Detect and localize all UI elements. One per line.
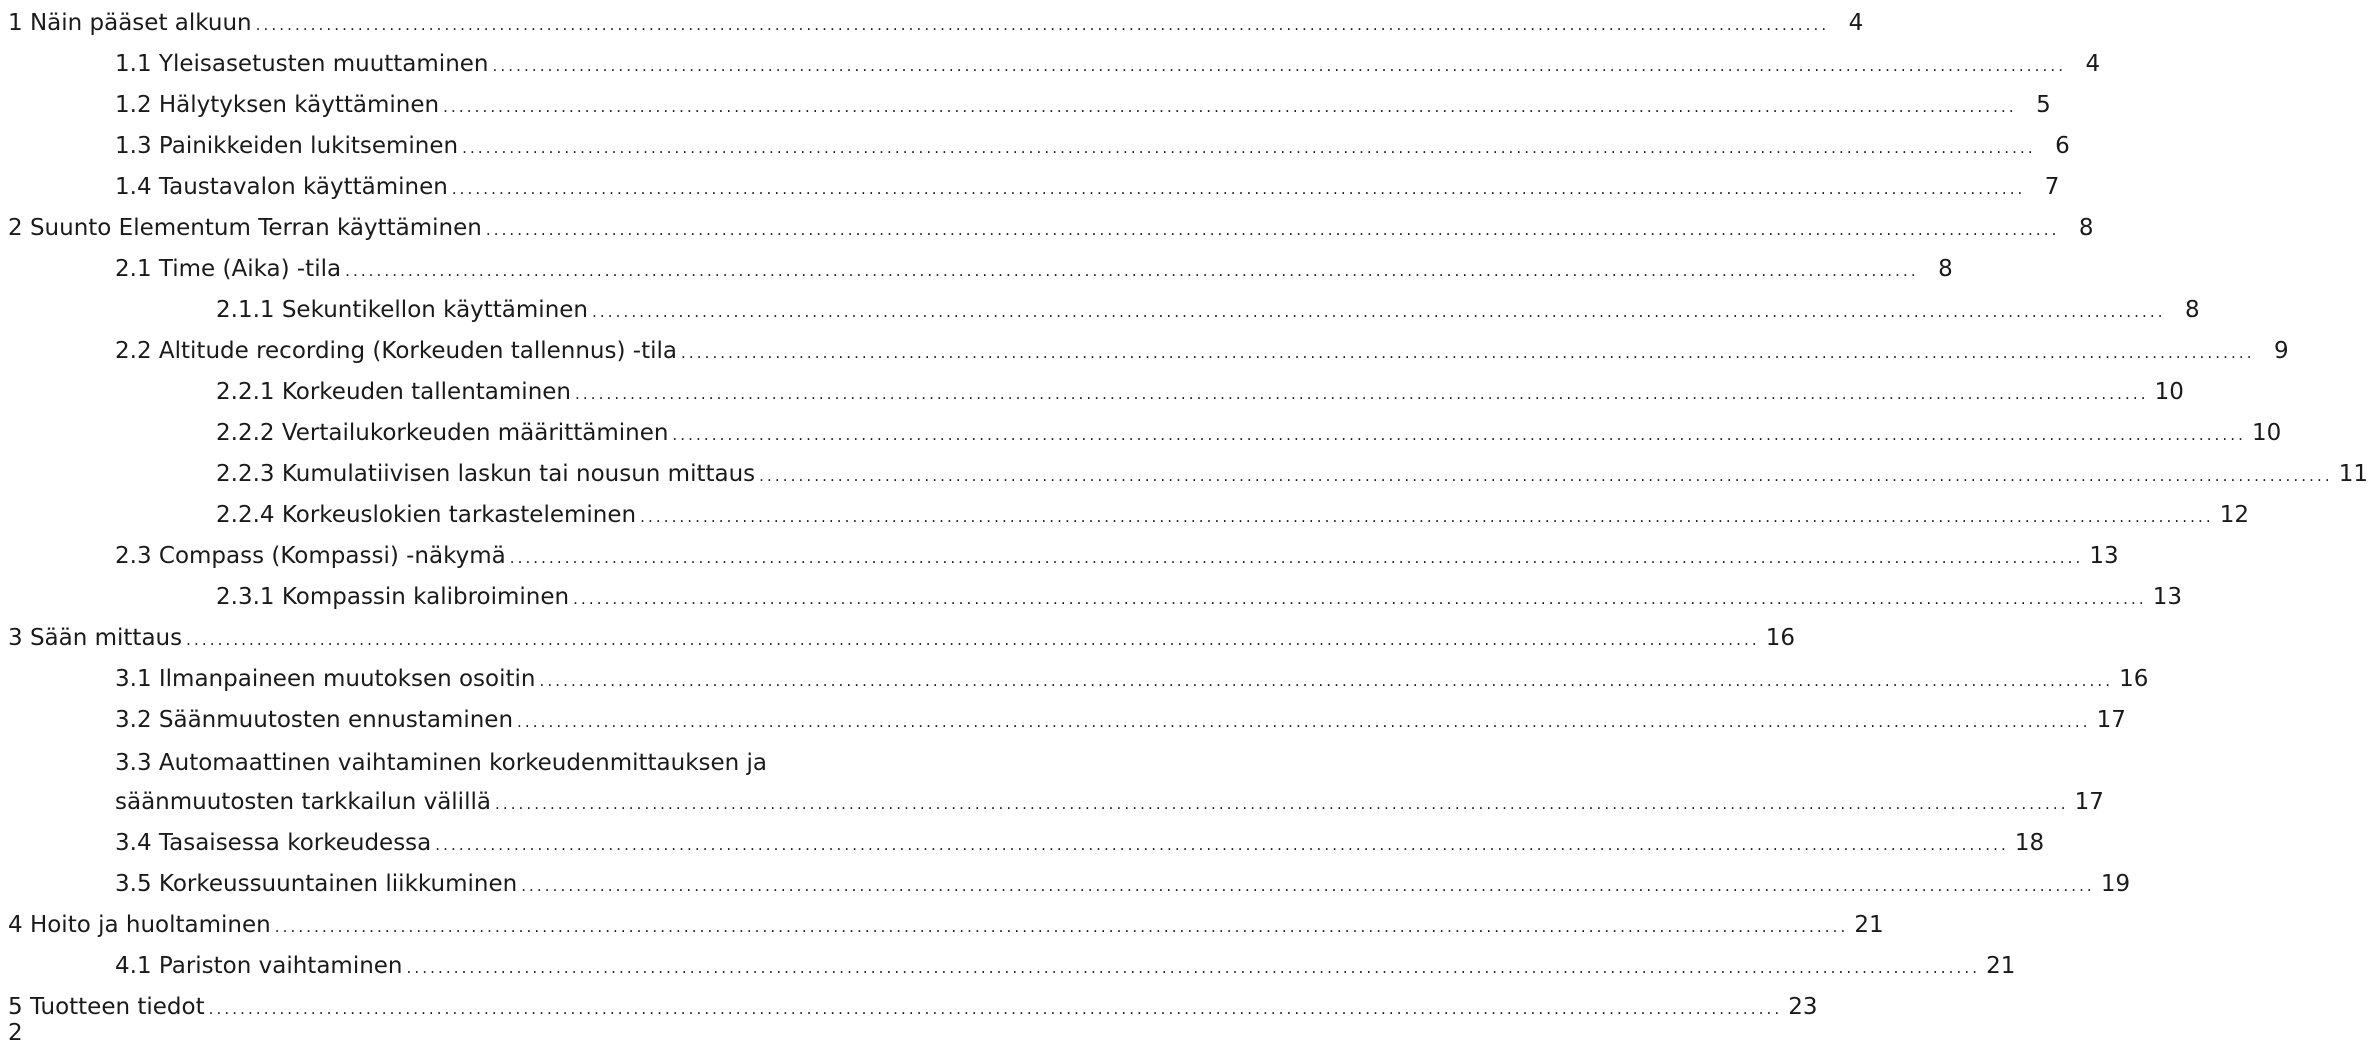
toc-entry[interactable] bbox=[8, 696, 2126, 737]
toc-entry-title: 2.1.1 Sekuntikellon käyttäminen bbox=[216, 297, 588, 323]
toc-entry-page: 19 bbox=[2100, 871, 2131, 897]
toc-entry[interactable] bbox=[8, 901, 1884, 942]
toc-entry[interactable] bbox=[8, 614, 1796, 655]
toc-entry[interactable] bbox=[8, 450, 2368, 491]
toc-entry-title: 2 Suunto Elementum Terran käyttäminen bbox=[8, 215, 482, 241]
toc-entry-page: 4 bbox=[2085, 51, 2101, 77]
toc-entry[interactable] bbox=[8, 81, 2051, 122]
toc-entry[interactable] bbox=[8, 286, 2200, 327]
toc-entry-page: 5 bbox=[2036, 92, 2051, 118]
toc-entry-page: 11 bbox=[2338, 461, 2368, 487]
toc-entry-page: 16 bbox=[1765, 625, 1796, 651]
toc-entry[interactable] bbox=[8, 409, 2282, 450]
toc-entry[interactable] bbox=[8, 204, 2094, 245]
toc-dot-leader: ........................................................................................................................................................................................................ bbox=[406, 959, 1981, 977]
toc-entry-page: 8 bbox=[1938, 256, 1953, 282]
toc-dot-leader: ........................................................................................................................................................................................................ bbox=[345, 262, 1919, 280]
toc-entry-page: 7 bbox=[2044, 174, 2060, 200]
toc-entry[interactable] bbox=[8, 122, 2070, 163]
toc-dot-leader: ........................................................................................................................................................................................................ bbox=[208, 1000, 1783, 1018]
toc-entry-page: 16 bbox=[2119, 666, 2149, 692]
toc-entry-page: 10 bbox=[2252, 420, 2282, 446]
toc-entry-page: 13 bbox=[2089, 543, 2119, 569]
toc-dot-leader: ........................................................................................................................................................................................................ bbox=[509, 549, 2084, 567]
toc-entry-title: 2.2.4 Korkeuslokien tarkasteleminen bbox=[216, 502, 637, 528]
toc-entry-page: 8 bbox=[2078, 215, 2094, 241]
toc-entry-page: 10 bbox=[2154, 379, 2184, 405]
toc-dot-leader: ........................................................................................................................................................................................................ bbox=[592, 303, 2166, 321]
toc-entry-page: 12 bbox=[2219, 502, 2249, 528]
toc-entry[interactable] bbox=[8, 0, 1864, 40]
toc-entry-title: 1.1 Yleisasetusten muuttaminen bbox=[115, 51, 489, 77]
toc-entry-title: 1.2 Hälytyksen käyttäminen bbox=[115, 92, 440, 118]
toc-entry-title: säänmuutosten tarkkailun välillä bbox=[115, 789, 491, 815]
toc-entry[interactable] bbox=[8, 778, 2104, 819]
toc-entry-page: 8 bbox=[2184, 297, 2200, 323]
toc-entry[interactable] bbox=[8, 368, 2184, 409]
toc-entry-page: 21 bbox=[1854, 912, 1884, 938]
toc-dot-leader: ........................................................................................................................................................................................................ bbox=[186, 631, 1760, 649]
toc-entry[interactable] bbox=[8, 737, 958, 778]
toc-entry-page: 17 bbox=[2074, 789, 2104, 815]
toc-dot-leader: ........................................................................................................................................................................................................ bbox=[517, 713, 2091, 731]
toc-entry[interactable] bbox=[8, 860, 2131, 901]
toc-entry-page: 17 bbox=[2096, 707, 2126, 733]
toc-entry-title: 3.4 Tasaisessa korkeudessa bbox=[115, 830, 432, 856]
toc-entry-page: 23 bbox=[1788, 994, 1818, 1020]
toc-entry-page: 9 bbox=[2273, 338, 2289, 364]
toc-entry[interactable] bbox=[8, 532, 2119, 573]
toc-entry-title: 2.1 Time (Aika) -tila bbox=[115, 256, 342, 282]
toc-entry-title: 2.2.2 Vertailukorkeuden määrittäminen bbox=[216, 420, 669, 446]
toc-entry[interactable] bbox=[8, 40, 2101, 81]
toc-entry-title: 1.3 Painikkeiden lukitseminen bbox=[115, 133, 459, 159]
toc-entry-page: 21 bbox=[1986, 953, 2016, 979]
toc-entry-title: 2.3 Compass (Kompassi) -näkymä bbox=[115, 543, 506, 569]
toc-entry-page: 13 bbox=[2152, 584, 2182, 610]
toc-dot-leader: ........................................................................................................................................................................................................ bbox=[443, 98, 2017, 116]
toc-dot-leader: ........................................................................................................................................................................................................ bbox=[451, 180, 2026, 198]
toc-dot-leader: ........................................................................................................................................................................................................ bbox=[494, 795, 2069, 813]
toc-entry-title: 1.4 Taustavalon käyttäminen bbox=[115, 174, 448, 200]
toc-entry-title: 3.1 Ilmanpaineen muutoksen osoitin bbox=[115, 666, 536, 692]
toc-dot-leader: ........................................................................................................................................................................................................ bbox=[539, 672, 2114, 690]
toc-dot-leader: ........................................................................................................................................................................................................ bbox=[575, 385, 2149, 403]
toc-entry-title: 3.3 Automaattinen vaihtaminen korkeudenmittauksen ja bbox=[115, 750, 768, 776]
toc-entry[interactable] bbox=[8, 573, 2182, 614]
toc-dot-leader: ........................................................................................................................................................................................................ bbox=[672, 426, 2247, 444]
toc-entry-title: 2.2.3 Kumulatiivisen laskun tai nousun mittaus bbox=[216, 461, 756, 487]
toc-entry[interactable] bbox=[8, 942, 2016, 983]
toc-entry-page: 4 bbox=[1848, 10, 1864, 36]
toc-entry[interactable] bbox=[8, 163, 2060, 204]
toc-dot-leader: ........................................................................................................................................................................................................ bbox=[640, 508, 2214, 526]
toc-entry-page: 18 bbox=[2014, 830, 2045, 856]
toc-dot-leader: ........................................................................................................................................................................................................ bbox=[573, 590, 2147, 608]
toc-entry[interactable] bbox=[8, 819, 2045, 860]
toc-dot-leader: ........................................................................................................................................................................................................ bbox=[759, 467, 2333, 485]
table-of-contents bbox=[8, 0, 2368, 1024]
toc-entry[interactable] bbox=[8, 327, 2289, 368]
page-number: 2 bbox=[8, 1020, 23, 1046]
toc-dot-leader: ........................................................................................................................................................................................................ bbox=[521, 877, 2095, 895]
toc-dot-leader: ........................................................................................................................................................................................................ bbox=[435, 836, 2009, 854]
toc-entry-title: 2.3.1 Kompassin kalibroiminen bbox=[216, 584, 570, 610]
toc-list bbox=[8, 0, 2368, 1024]
toc-entry[interactable] bbox=[8, 245, 1953, 286]
toc-dot-leader: ........................................................................................................................................................................................................ bbox=[492, 57, 2067, 75]
toc-entry-title: 1 Näin pääset alkuun bbox=[8, 10, 252, 36]
toc-dot-leader: ........................................................................................................................................................................................................ bbox=[255, 16, 1830, 34]
toc-entry-title: 3.5 Korkeussuuntainen liikkuminen bbox=[115, 871, 518, 897]
toc-dot-leader: ........................................................................................................................................................................................................ bbox=[462, 139, 2036, 157]
toc-entry[interactable] bbox=[8, 491, 2249, 532]
toc-entry[interactable] bbox=[8, 983, 1818, 1024]
toc-entry-title: 3.2 Säänmuutosten ennustaminen bbox=[115, 707, 514, 733]
toc-entry-title: 2.2 Altitude recording (Korkeuden tallennus) -tila bbox=[115, 338, 677, 364]
toc-entry-title: 4 Hoito ja huoltaminen bbox=[8, 912, 271, 938]
toc-dot-leader: ........................................................................................................................................................................................................ bbox=[485, 221, 2060, 239]
toc-dot-leader: ........................................................................................................................................................................................................ bbox=[274, 918, 1849, 936]
toc-entry[interactable] bbox=[8, 655, 2149, 696]
toc-dot-leader: ........................................................................................................................................................................................................ bbox=[680, 344, 2255, 362]
toc-entry-title: 4.1 Pariston vaihtaminen bbox=[115, 953, 403, 979]
toc-entry-title: 2.2.1 Korkeuden tallentaminen bbox=[216, 379, 571, 405]
toc-entry-title: 5 Tuotteen tiedot bbox=[8, 994, 205, 1020]
toc-entry-page: 6 bbox=[2055, 133, 2070, 159]
toc-entry-title: 3 Sään mittaus bbox=[8, 625, 183, 651]
